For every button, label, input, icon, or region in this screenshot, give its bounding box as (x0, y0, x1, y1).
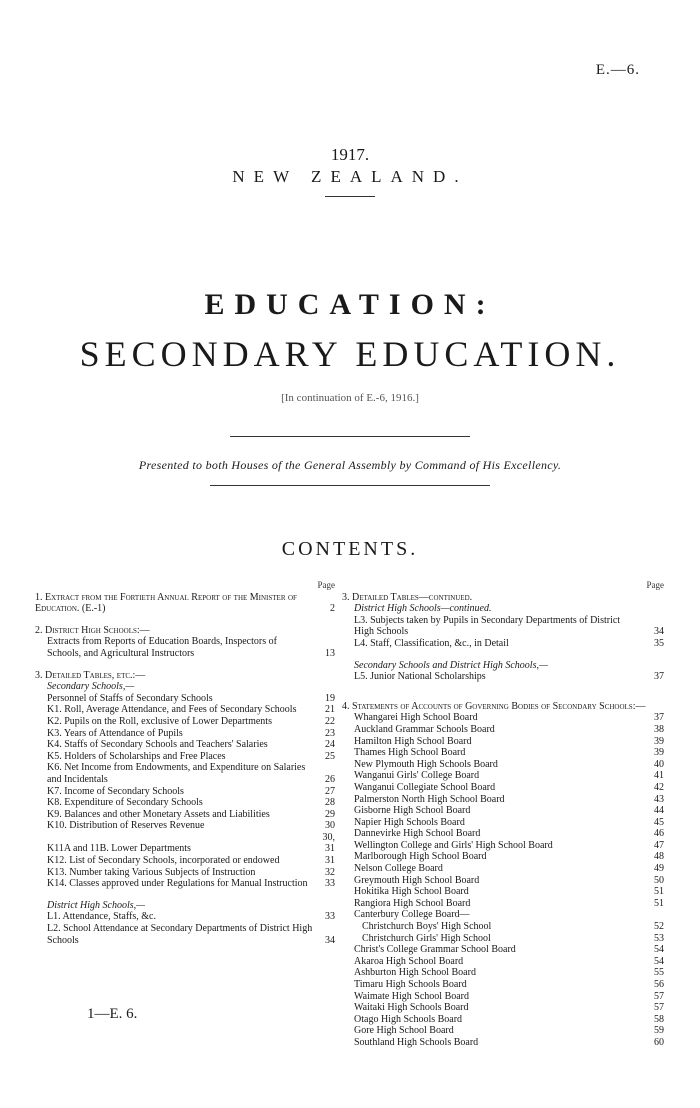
entry-page: 42 (654, 781, 664, 793)
contents-entry (342, 1037, 664, 1049)
entry-page: 51 (654, 897, 664, 909)
spacer (35, 615, 335, 625)
contents-entry (35, 681, 335, 693)
entry-page: 56 (654, 979, 664, 990)
entry-title: Waimate High School Board (354, 990, 470, 1002)
entry-title: K9. Balances and other Monetary Assets and Liabilities (47, 808, 270, 820)
entry-title: New Plymouth High Schools Board (354, 758, 498, 770)
contents-entry (342, 944, 664, 956)
contents-entry (342, 967, 664, 979)
contents-entry (342, 736, 664, 748)
entry-page: 37 (654, 671, 664, 683)
contents-entry (35, 693, 335, 705)
entry-title: Christchurch Boys' High School (362, 921, 492, 933)
contents-entry (342, 592, 664, 604)
entry-title: Nelson College Board (354, 863, 443, 875)
document-code: E.—6. (595, 62, 640, 78)
contents-entry (342, 701, 664, 713)
contents-entry (342, 638, 664, 650)
entry-title: 1. Extract from the Fortieth Annual Report of the Minister of Education. (E.-1) (35, 591, 297, 615)
entry-title: Auckland Grammar Schools Board (354, 723, 495, 735)
entry-title: K2. Pupils on the Roll, exclusive of Lower Departments (47, 715, 272, 727)
contents-entry (342, 615, 664, 638)
entry-page: 33 (325, 911, 335, 923)
contents-entry (342, 851, 664, 863)
entry-page: 13 (325, 647, 335, 659)
contents-entry (35, 716, 335, 728)
entry-page: 31 (325, 855, 335, 867)
entry-page: 35 (654, 637, 664, 649)
entry-page: 59 (654, 1025, 664, 1037)
entry-title: 3. Detailed Tables—continued. (342, 591, 473, 603)
contents-entry (342, 759, 664, 771)
entry-page: 57 (654, 990, 664, 1002)
contents-entry (342, 660, 664, 672)
contents-entry (35, 636, 335, 659)
contents-entry (35, 670, 335, 682)
contents-entry (342, 863, 664, 875)
contents-entry (342, 1025, 664, 1037)
entry-page: 44 (654, 805, 664, 817)
contents-entry (342, 979, 664, 991)
entry-page: 37 (654, 712, 664, 724)
entry-title: Whangarei High School Board (354, 712, 478, 724)
entry-title: K14. Classes approved under Regulations for Manual Instruction (47, 878, 308, 890)
contents-entry (35, 704, 335, 716)
entry-page: 39 (654, 735, 664, 747)
entry-page: 33 (325, 878, 335, 890)
entry-title: K4. Staffs of Secondary Schools and Teachers' Salaries (47, 739, 268, 751)
contents-entry (35, 728, 335, 740)
contents-entry (342, 747, 664, 759)
contents-left-column (35, 580, 335, 946)
entry-page: 41 (654, 770, 664, 782)
contents-entry (342, 770, 664, 782)
divider (210, 485, 490, 486)
entry-title: K1. Roll, Average Attendance, and Fees of Secondary Schools (47, 704, 297, 716)
contents-entry (35, 878, 335, 890)
continuation-note: [In continuation of E.-6, 1916.] (281, 392, 419, 404)
entry-page: 45 (654, 816, 664, 828)
contents-entry (342, 712, 664, 724)
entry-title: Napier High Schools Board (354, 816, 465, 828)
contents-entry (35, 809, 335, 821)
title-line-2: SECONDARY EDUCATION. (79, 334, 621, 374)
entry-page: 51 (654, 886, 664, 898)
contents-entry (35, 625, 335, 637)
entry-title: Gore High School Board (354, 1025, 454, 1037)
contents-entry (35, 911, 335, 923)
contents-entry (342, 898, 664, 910)
entry-page: 27 (325, 785, 335, 797)
entry-page: 25 (325, 750, 335, 762)
entry-title: L5. Junior National Scholarships (354, 671, 486, 683)
contents-entry (35, 867, 335, 879)
entry-title: Palmerston North High School Board (354, 793, 505, 805)
entry-title: Marlborough High School Board (354, 851, 487, 863)
entry-page: 54 (654, 955, 664, 967)
contents-entry (342, 782, 664, 794)
entry-page: 39 (654, 747, 664, 759)
contents-entry (342, 840, 664, 852)
entry-title: Otago High Schools Board (354, 1013, 463, 1025)
entry-title: K6. Net Income from Endowments, and Expenditure on Salaries and Incidentals (47, 762, 306, 785)
entry-title: Wanganui Girls' College Board (354, 770, 480, 782)
contents-entry (35, 762, 335, 785)
entry-page: 2 (330, 603, 335, 615)
entry-title: Hamilton High School Board (354, 735, 472, 747)
spacer (35, 660, 335, 670)
entry-title: Christ's College Grammar School Board (354, 944, 516, 956)
entry-title: District High Schools,— (47, 899, 146, 911)
entry-page: 22 (325, 715, 335, 727)
year: 1917. (330, 145, 370, 164)
contents-entry (342, 828, 664, 840)
contents-entry (342, 1002, 664, 1014)
spacer (35, 890, 335, 900)
contents-entry (35, 820, 335, 832)
entry-title: Christchurch Girls' High School (362, 932, 491, 944)
divider (230, 436, 470, 437)
entry-title: K8. Expenditure of Secondary Schools (47, 797, 203, 809)
entry-page: 40 (654, 758, 664, 770)
entry-title: Wellington College and Girls' High School Board (354, 839, 553, 851)
contents-entry (342, 921, 664, 933)
contents-entry (342, 991, 664, 1003)
entry-page: 50 (654, 874, 664, 886)
contents-entry (342, 875, 664, 887)
entry-page: 57 (654, 1002, 664, 1014)
entry-title: Timaru High Schools Board (354, 979, 467, 990)
title-line-1: EDUCATION: (204, 288, 496, 321)
entry-title: Canterbury College Board— (354, 909, 470, 921)
entry-title: 3. Detailed Tables, etc.:— (35, 669, 146, 681)
entry-title: K10. Distribution of Reserves Revenue (47, 820, 205, 832)
entry-page: 34 (654, 626, 664, 638)
entry-title: K12. List of Secondary Schools, incorporated or endowed (47, 855, 280, 867)
entry-title: K13. Number taking Various Subjects of Instruction (47, 866, 256, 878)
entry-page: 19 (325, 692, 335, 704)
entry-title: K11A and 11B. Lower Departments (47, 843, 191, 855)
entry-page: 58 (654, 1013, 664, 1025)
entry-page: 21 (325, 704, 335, 716)
entry-page: 60 (654, 1036, 664, 1048)
entry-page: 53 (654, 932, 664, 944)
entry-title: Extracts from Reports of Education Boards, Inspectors of Schools, and Agricultural Instructors (47, 636, 277, 659)
entry-title: Gisborne High School Board (354, 805, 471, 817)
entry-title: 2. District High Schools:— (35, 624, 150, 636)
entry-title: Rangiora High School Board (354, 897, 471, 909)
contents-entry (342, 1014, 664, 1026)
contents-entry (342, 886, 664, 898)
entry-page: 34 (325, 934, 335, 946)
contents-entry (342, 671, 664, 683)
entry-page: 28 (325, 797, 335, 809)
entry-page: 54 (654, 944, 664, 956)
contents-entry (342, 794, 664, 806)
entry-title: Wanganui Collegiate School Board (354, 781, 496, 793)
entry-title: Secondary Schools,— (47, 681, 135, 693)
entry-page: 30, 31 (322, 831, 335, 855)
contents-entry (35, 855, 335, 867)
entry-page: 48 (654, 851, 664, 863)
entry-title: L1. Attendance, Staffs, &c. (47, 911, 156, 923)
signature-mark: 1—E. 6. (87, 1006, 138, 1022)
entry-page: 52 (654, 921, 664, 933)
entry-title: Secondary Schools and District High Schools,— (354, 659, 548, 671)
entry-title: K7. Income of Secondary Schools (47, 785, 184, 797)
entry-title: Dannevirke High School Board (354, 828, 481, 840)
entry-page: 32 (325, 866, 335, 878)
contents-entry (35, 751, 335, 763)
entry-title: Hokitika High School Board (354, 886, 469, 898)
entry-title: 4. Statements of Accounts of Governing Bodies of Secondary Schools:— (342, 700, 646, 712)
contents-entry (35, 786, 335, 798)
entry-title: K3. Years of Attendance of Pupils (47, 727, 183, 739)
entry-page: 38 (654, 723, 664, 735)
contents-entry (342, 933, 664, 945)
contents-entry (342, 817, 664, 829)
entry-title: Akaroa High School Board (354, 955, 464, 967)
contents-entry (35, 832, 335, 855)
entry-title: Southland High Schools Board (354, 1036, 479, 1048)
contents-entry (342, 909, 664, 921)
entry-page: 49 (654, 863, 664, 875)
contents-entry (35, 923, 335, 946)
contents-entry (342, 956, 664, 968)
entry-page: 47 (654, 839, 664, 851)
entry-page: 55 (654, 967, 664, 979)
entry-title: Personnel of Staffs of Secondary Schools (47, 692, 213, 704)
contents-entry (342, 603, 664, 615)
entry-title: K5. Holders of Scholarships and Free Places (47, 750, 226, 762)
entry-title: Thames High School Board (354, 747, 466, 759)
entry-page: 24 (325, 739, 335, 751)
spacer (342, 683, 664, 701)
entry-title: Ashburton High School Board (354, 967, 476, 979)
contents-entry (35, 900, 335, 912)
entry-page: 29 (325, 808, 335, 820)
contents-entry (35, 739, 335, 751)
presented-line: Presented to both Houses of the General Assembly by Command of His Excellency. (138, 458, 562, 472)
entry-title: L2. School Attendance at Secondary Departments of District High Schools (47, 923, 313, 946)
contents-entry (342, 724, 664, 736)
entry-page: 26 (325, 773, 335, 785)
page-label: Page (317, 580, 335, 590)
entry-title: District High Schools—continued. (354, 603, 492, 615)
contents-entry (342, 805, 664, 817)
entry-page: 46 (654, 828, 664, 840)
entry-page: 43 (654, 793, 664, 805)
entry-title: L3. Subjects taken by Pupils in Secondary Departments of District High Schools (354, 614, 621, 638)
entry-title: Greymouth High School Board (354, 874, 480, 886)
entry-page: 30 (325, 820, 335, 832)
contents-right-column (342, 580, 664, 1049)
divider (325, 196, 375, 197)
spacer (342, 650, 664, 660)
entry-page: 23 (325, 727, 335, 739)
page-label: Page (646, 580, 664, 590)
entry-title: L4. Staff, Classification, &c., in Detail (354, 637, 509, 649)
country: NEW ZEALAND. (232, 167, 468, 186)
contents-entry (35, 797, 335, 809)
entry-title: Waitaki High Schools Board (354, 1002, 469, 1014)
contents-entry (35, 592, 335, 615)
contents-heading: CONTENTS. (281, 538, 419, 560)
